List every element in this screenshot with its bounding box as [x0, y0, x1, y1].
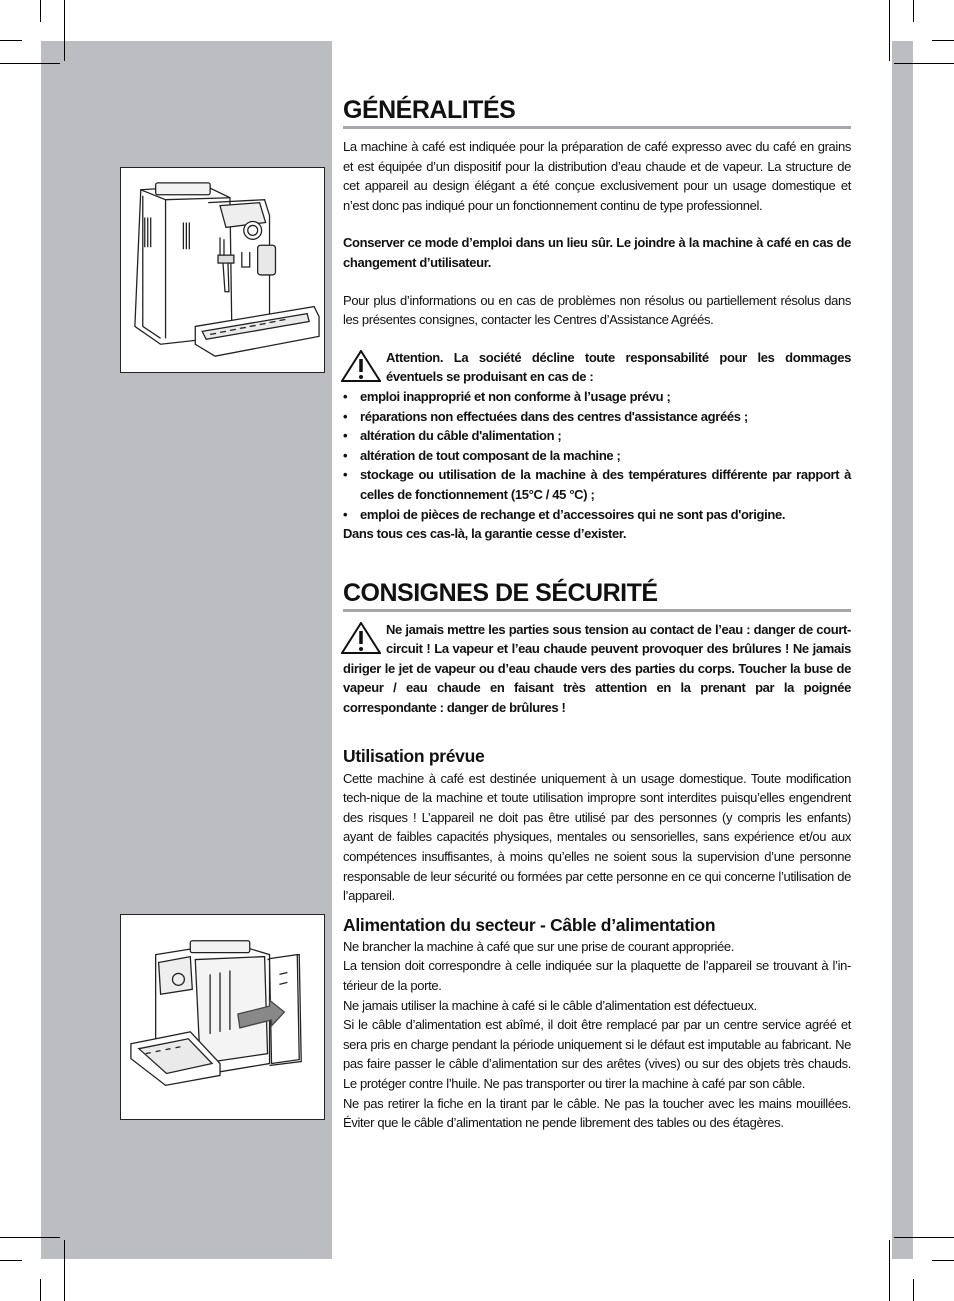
list-item: • emploi de pièces de rechange et d’accessoires qui ne sont pas d'origine. — [343, 505, 851, 525]
right-margin-band — [892, 41, 913, 1259]
power-line: Si le câble d’alimentation est abîmé, il doit être remplacé par par un centre service agréé et sera pris en charge pendant la période uniquement si le défaut est imputable au fabricant. Ne pas faire passer le câble d’alimentation sur des arêtes (vives) ou sur des objets très chauds. Le protéger contre l’huile. Ne pas transporter ou tirer la machine à café par son câble. — [343, 1017, 851, 1091]
power-line: La tension doit correspondre à celle indiquée sur la plaquette de l’appareil se trouvant à l’in-térieur de la porte. — [343, 958, 851, 993]
generalites-paragraph-1: La machine à café est indiquée pour la préparation de café expresso avec du café en grains et est équipée d’un dispositif pour la distribution d’eau chaude et de vapeur. La structure de cet appareil au design élégant a été conçue exclusivement pour un usage domestique et n’est donc pas indiqué pour un fonctionnement continu de type professionnel. — [343, 139, 851, 213]
attention-block — [343, 348, 851, 387]
usage-paragraph: Cette machine à café est destinée uniquement à un usage domestique. Toute modification tech-nique de la machine et toute utilisation impropre sont interdites puisqu’elles engendrent des risques ! L’appareil ne doit pas être utilisé par des personnes (y compris les enfants) ayant de faibles capacités physiques, mentales ou sensorielles, sans expérience et/ou aux compétences insuffisantes, à moins qu’elles ne soient sous la supervision d’une personne responsable de leur sécurité ou formées par cette personne en ce qui concerne l’utilisation de l’appareil. — [343, 770, 851, 904]
safety-warning-text: Ne jamais mettre les parties sous tension au contact de l’eau : danger de court-circuit ! La vapeur et l’eau chaude peuvent provoquer des brûlures ! Ne jamais diriger le jet de vapeur ou d’eau chaude vers des parties du corps. Toucher la buse de vapeur / eau chaude en faisant très attention en la prenant par la poignée correspondante : danger de brûlures ! — [343, 621, 851, 716]
warning-triangle-icon — [341, 350, 381, 382]
list-item: • réparations non effectuées dans des centres d'assistance agréés ; — [343, 407, 851, 427]
attention-text: Attention. La société décline toute responsabilité pour les dommages éventuels se produisant en cas de : — [386, 349, 851, 385]
generalites-paragraph-2: Conserver ce mode d’emploi dans un lieu sûr. Le joindre à la machine à café en cas de changement d’utilisateur. — [343, 235, 851, 270]
power-heading: Alimentation du secteur - Câble d’alimentation — [343, 914, 716, 935]
list-item: • emploi inapproprié et non conforme à l’usage prévu ; — [343, 387, 851, 407]
list-item: • stockage ou utilisation de la machine à des températures différente par rapport à celles de fonctionnement (15°C / 45 °C) ; — [343, 465, 851, 504]
list-item: • altération de tout composant de la machine ; — [343, 446, 851, 466]
list-item: • altération du câble d'alimentation ; — [343, 426, 851, 446]
power-line: Ne pas retirer la fiche en la tirant par le câble. Ne pas la toucher avec les mains mouillées. Éviter que le câble d’alimentation ne pende librement des tables ou des étagères. — [343, 1095, 851, 1131]
safety-warning-block — [343, 620, 851, 718]
usage-heading: Utilisation prévue — [343, 745, 485, 766]
power-line: Ne jamais utiliser la machine à café si le câble d’alimentation est défectueux. — [343, 997, 757, 1013]
liability-bullet-list — [343, 387, 851, 524]
warning-triangle-icon — [341, 622, 381, 654]
securite-heading: CONSIGNES DE SÉCURITÉ — [343, 578, 851, 612]
generalites-heading: GÉNÉRALITÉS — [343, 95, 851, 129]
coffee-machine-illustration — [120, 167, 325, 373]
main-content — [343, 95, 851, 1133]
machine-open-door-illustration — [120, 914, 325, 1120]
generalites-paragraph-3: Pour plus d’informations ou en cas de problèmes non résolus ou partiellement résolus dans les présentes consignes, contacter les Centres d’Assistance Agréés. — [343, 292, 851, 328]
warranty-closing: Dans tous ces cas-là, la garantie cesse d’exister. — [343, 526, 627, 542]
power-line: Ne brancher la machine à café que sur une prise de courant appropriée. — [343, 938, 735, 954]
